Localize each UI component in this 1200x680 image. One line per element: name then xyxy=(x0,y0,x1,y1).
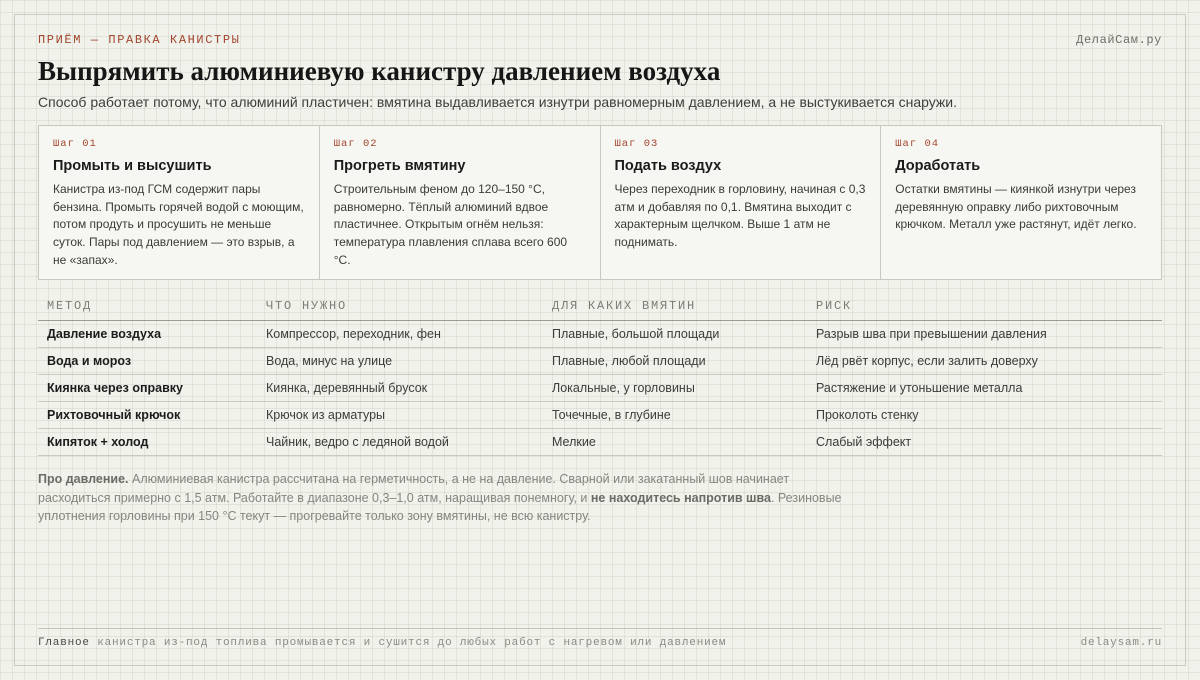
page-title: Выпрямить алюминиевую канистру давлением воздуха xyxy=(38,56,721,86)
footer-divider xyxy=(38,628,1162,629)
step-card-4 xyxy=(881,126,1161,279)
table-cell-needs: Компрессор, переходник, фен xyxy=(266,327,441,341)
column-header-method: МЕТОД xyxy=(47,299,93,313)
column-header-risk: РИСК xyxy=(816,299,853,313)
page-subtitle: Способ работает потому, что алюминий пластичен: вмятина выдавливается изнутри равномерным давлением, а не выстукивается снаружи. xyxy=(38,94,957,110)
step-number: Шаг 04 xyxy=(895,138,940,150)
steps-panel xyxy=(38,125,1162,280)
step-card-1 xyxy=(39,126,320,279)
table-row xyxy=(38,348,1162,375)
table-cell-risk: Лёд рвёт корпус, если залить доверху xyxy=(816,354,1038,368)
step-title: Подать воздух xyxy=(614,158,722,174)
step-title: Промыть и высушить xyxy=(53,158,212,174)
step-text: Остатки вмятины — киянкой изнутри через деревянную оправку либо рихтовочным крючком. Металл уже растянут, идёт легко. xyxy=(895,182,1137,232)
step-text: Канистра из-под ГСМ содержит пары бензина. Промыть горячей водой с моющим, потом продуть и просушить не меньше суток. Пары под давлением — это взрыв, а не «запах». xyxy=(53,182,304,267)
note-text-part-1: Алюминиевая канистра рассчитана на герметичность, а не на давление. Сварной или закатанный шов начинает расходиться примерно с 1,5 атм. Работайте в диапазоне 0,3–1,0 атм, наращивая понемногу, и xyxy=(38,472,790,505)
step-text: Через переходник в горловину, начиная с 0,3 атм и добавляя по 0,1. Вмятина выходит с характерным щелчком. Выше 1 атм не поднимать. xyxy=(614,182,866,250)
site-name-link[interactable]: ДелайСам.ру xyxy=(1076,33,1162,47)
table-cell-dents: Плавные, любой площади xyxy=(552,354,706,368)
table-cell-method: Киянка через оправку xyxy=(47,381,183,395)
table-row xyxy=(38,321,1162,348)
step-card-2 xyxy=(320,126,601,279)
table-cell-dents: Мелкие xyxy=(552,435,596,449)
pressure-note xyxy=(38,470,848,526)
table-cell-needs: Вода, минус на улице xyxy=(266,354,393,368)
table-cell-method: Давление воздуха xyxy=(47,327,162,341)
methods-table xyxy=(38,292,1162,456)
table-cell-method: Рихтовочный крючок xyxy=(47,408,181,422)
column-header-needs: ЧТО НУЖНО xyxy=(266,299,348,313)
table-cell-risk: Разрыв шва при превышении давления xyxy=(816,327,1047,341)
step-title: Доработать xyxy=(895,158,981,174)
note-emphasis: не находитесь напротив шва xyxy=(590,490,771,505)
footer-site-link[interactable]: delaysam.ru xyxy=(1080,637,1162,649)
footer-text: канистра из-под топлива промывается и сушится до любых работ с нагревом или давлением xyxy=(89,637,727,649)
table-row xyxy=(38,375,1162,402)
table-row xyxy=(38,429,1162,456)
table-cell-dents: Точечные, в глубине xyxy=(552,408,671,422)
table-row xyxy=(38,402,1162,429)
table-cell-needs: Киянка, деревянный брусок xyxy=(266,381,428,395)
table-cell-risk: Проколоть стенку xyxy=(816,408,919,422)
step-title: Прогреть вмятину xyxy=(333,158,466,174)
table-cell-dents: Локальные, у горловины xyxy=(552,381,695,395)
step-number: Шаг 03 xyxy=(614,138,659,150)
step-card-3 xyxy=(601,126,882,279)
note-text-part-2: . Резиновые уплотнения горловины при 150 °С текут — прогревайте только зону вмятины, не всю канистру. xyxy=(38,490,842,523)
footer-lead: Главное xyxy=(38,637,90,649)
table-cell-method: Вода и мороз xyxy=(47,354,132,368)
table-cell-risk: Слабый эффект xyxy=(816,435,912,449)
step-number: Шаг 02 xyxy=(333,138,378,150)
column-header-dents: ДЛЯ КАКИХ ВМЯТИН xyxy=(552,299,697,313)
table-header-row xyxy=(38,292,1162,321)
step-number: Шаг 01 xyxy=(53,138,97,150)
table-cell-dents: Плавные, большой площади xyxy=(552,327,720,341)
table-cell-method: Кипяток + холод xyxy=(47,435,149,449)
note-label: Про давление. xyxy=(38,472,129,486)
step-text: Строительным феном до 120–150 °С, равномерно. Тёплый алюминий вдвое пластичнее. Открытым огнём нельзя: температура плавления сплава всего 600 °С. xyxy=(333,182,568,267)
table-cell-needs: Чайник, ведро с ледяной водой xyxy=(266,435,449,449)
kicker-label: ПРИЁМ — ПРАВКА КАНИСТРЫ xyxy=(38,33,241,47)
table-cell-needs: Крючок из арматуры xyxy=(266,408,386,422)
footer-summary xyxy=(38,637,726,649)
table-cell-risk: Растяжение и утоньшение металла xyxy=(816,381,1023,395)
